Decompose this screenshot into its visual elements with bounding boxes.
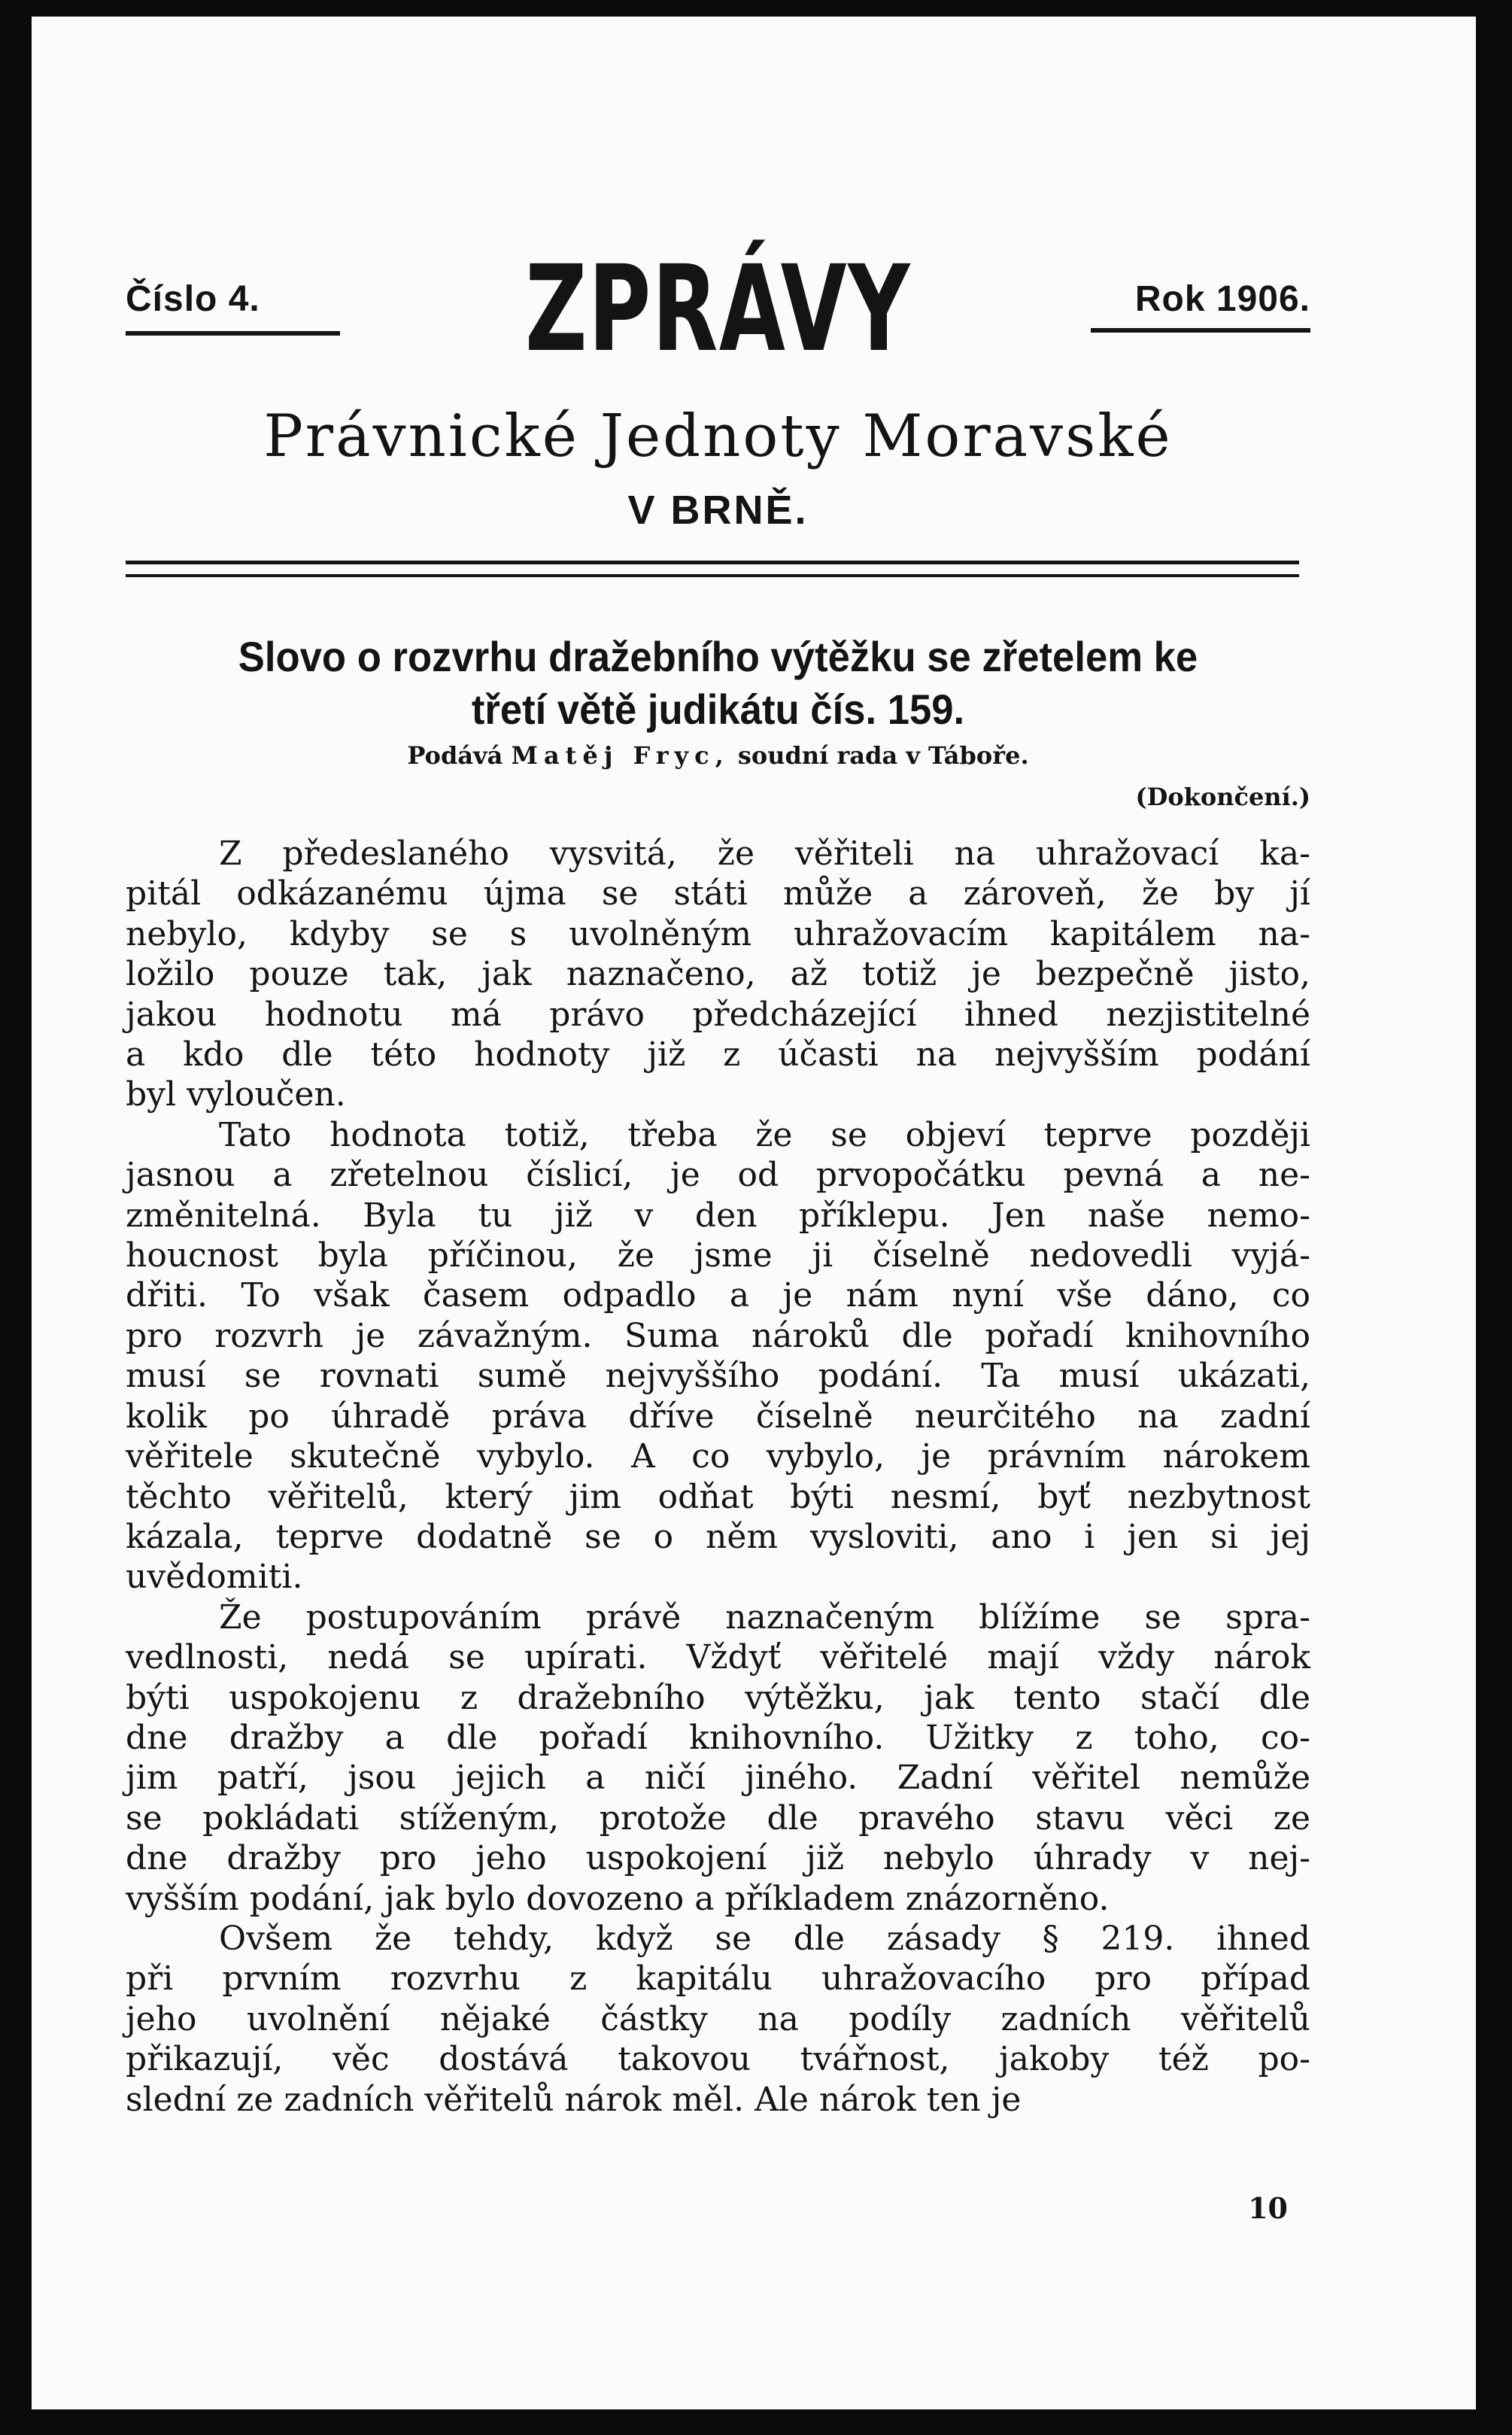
text-line: slední ze zadních věřitelů nárok měl. Ale nárok ten je xyxy=(126,2080,1022,2119)
text-line: Že postupováním právě naznačeným blížíme se spra- xyxy=(219,1597,1310,1637)
text-line: pitál odkázanému újma se státi může a zároveň, že by jí xyxy=(126,874,1310,914)
text-line: těchto věřitelů, který jim odňat býti nesmí, byť nezbytnost xyxy=(126,1477,1310,1516)
text-line: kázala, teprve dodatně se o něm vysloviti, ano i jen si jej xyxy=(126,1517,1310,1556)
byline-suffix: soudní rada v Táboře. xyxy=(737,741,1029,770)
text-line: při prvním rozvrhu z kapitálu uhražovacího pro případ xyxy=(126,1959,1310,1999)
text-line: jasnou a zřetelnou číslicí, je od prvopočátku pevná a ne- xyxy=(126,1156,1310,1195)
byline-author: Matěj Fryc, xyxy=(511,741,730,770)
text-line: jim patří, jsou jejich a ničí jiného. Zadní věřitel nemůže xyxy=(126,1759,1310,1798)
page-number: 10 xyxy=(1248,2191,1288,2225)
year-underline xyxy=(1091,328,1310,333)
text-line: vedlnosti, nedá se upírati. Vždyť věřitelé mají vždy nárok xyxy=(126,1638,1310,1677)
text-line: býti uspokojenu z dražebního výtěžku, jak tento stačí dle xyxy=(126,1678,1310,1717)
text-line: Ovšem že tehdy, když se dle zásady § 219. ihned xyxy=(219,1919,1310,1958)
text-line: dne dražby a dle pořadí knihovního. Užitky z toho, co- xyxy=(126,1718,1310,1757)
text-line: Z předeslaného vysvitá, že věřiteli na uhražovací ka- xyxy=(219,834,1310,873)
text-line: kolik po úhradě práva dříve číselně neurčitého na zadní xyxy=(126,1397,1310,1436)
continuation-note: (Dokončení.) xyxy=(1135,783,1310,811)
journal-subtitle: Právnické Jednoty Moravské xyxy=(263,403,1173,470)
article-title-line-2: třetí větě judikátu čís. 159. xyxy=(471,686,965,733)
masthead xyxy=(126,227,1310,400)
text-line: byl vyloučen. xyxy=(126,1075,346,1114)
text-line: pro rozvrh je závažným. Suma nároků dle pořadí knihovního xyxy=(126,1316,1310,1355)
journal-title: ZPRÁVY xyxy=(525,240,911,378)
paragraph xyxy=(126,1115,1310,1597)
header-divider-top xyxy=(126,561,1299,564)
text-line: změnitelná. Byla tu již v den příklepu. Jen naše nemo- xyxy=(126,1196,1310,1235)
paragraph xyxy=(126,1919,1310,2120)
document-page xyxy=(32,17,1476,2409)
text-line: dřiti. To však časem odpadlo a je nám nyní vše dáno, co xyxy=(126,1276,1310,1315)
paragraph xyxy=(126,834,1310,1115)
text-line: uvědomiti. xyxy=(126,1558,303,1597)
text-line: dne dražby pro jeho uspokojení již nebylo úhrady v nej- xyxy=(126,1839,1310,1878)
text-line: se pokládati stíženým, protože dle pravého stavu věci ze xyxy=(126,1798,1310,1838)
paragraph xyxy=(126,1597,1310,1919)
article-byline xyxy=(126,741,1310,770)
journal-city: V BRNĚ. xyxy=(627,488,809,533)
byline-prefix: Podává xyxy=(407,741,503,770)
article-title xyxy=(161,631,1275,736)
text-line: vyšším podání, jak bylo dovozeno a příkladem znázorněno. xyxy=(126,1879,1110,1918)
issue-year: Rok 1906. xyxy=(1134,279,1310,319)
article-body xyxy=(126,834,1310,2120)
text-line: musí se rovnati sumě nejvyššího podání. Ta musí ukázati, xyxy=(126,1357,1310,1396)
text-line: jeho uvolnění nějaké částky na podíly zadních věřitelů xyxy=(126,1999,1310,2038)
text-line: a kdo dle této hodnoty již z účasti na nejvyšším podání xyxy=(126,1035,1310,1075)
text-line: ložilo pouze tak, jak naznačeno, až totiž je bezpečně jisto, xyxy=(126,955,1310,994)
issue-number: Číslo 4. xyxy=(126,279,260,319)
text-line: věřitele skutečně vybylo. A co vybylo, je právním nárokem xyxy=(126,1437,1310,1476)
text-line: Tato hodnota totiž, třeba že se objeví teprve později xyxy=(219,1115,1310,1154)
text-line: houcnost byla příčinou, že jsme ji číselně nedovedli vyjá- xyxy=(126,1236,1310,1275)
article-title-line-1: Slovo o rozvrhu dražebního výtěžku se zřetelem ke xyxy=(238,633,1198,680)
text-line: nebylo, kdyby se s uvolněným uhražovacím kapitálem na- xyxy=(126,914,1310,953)
text-line: přikazují, věc dostává takovou tvářnost, jakoby též po- xyxy=(126,2040,1310,2079)
header-divider-bottom xyxy=(126,574,1299,577)
text-line: jakou hodnotu má právo předcházející ihned nezjistitelné xyxy=(126,995,1310,1034)
